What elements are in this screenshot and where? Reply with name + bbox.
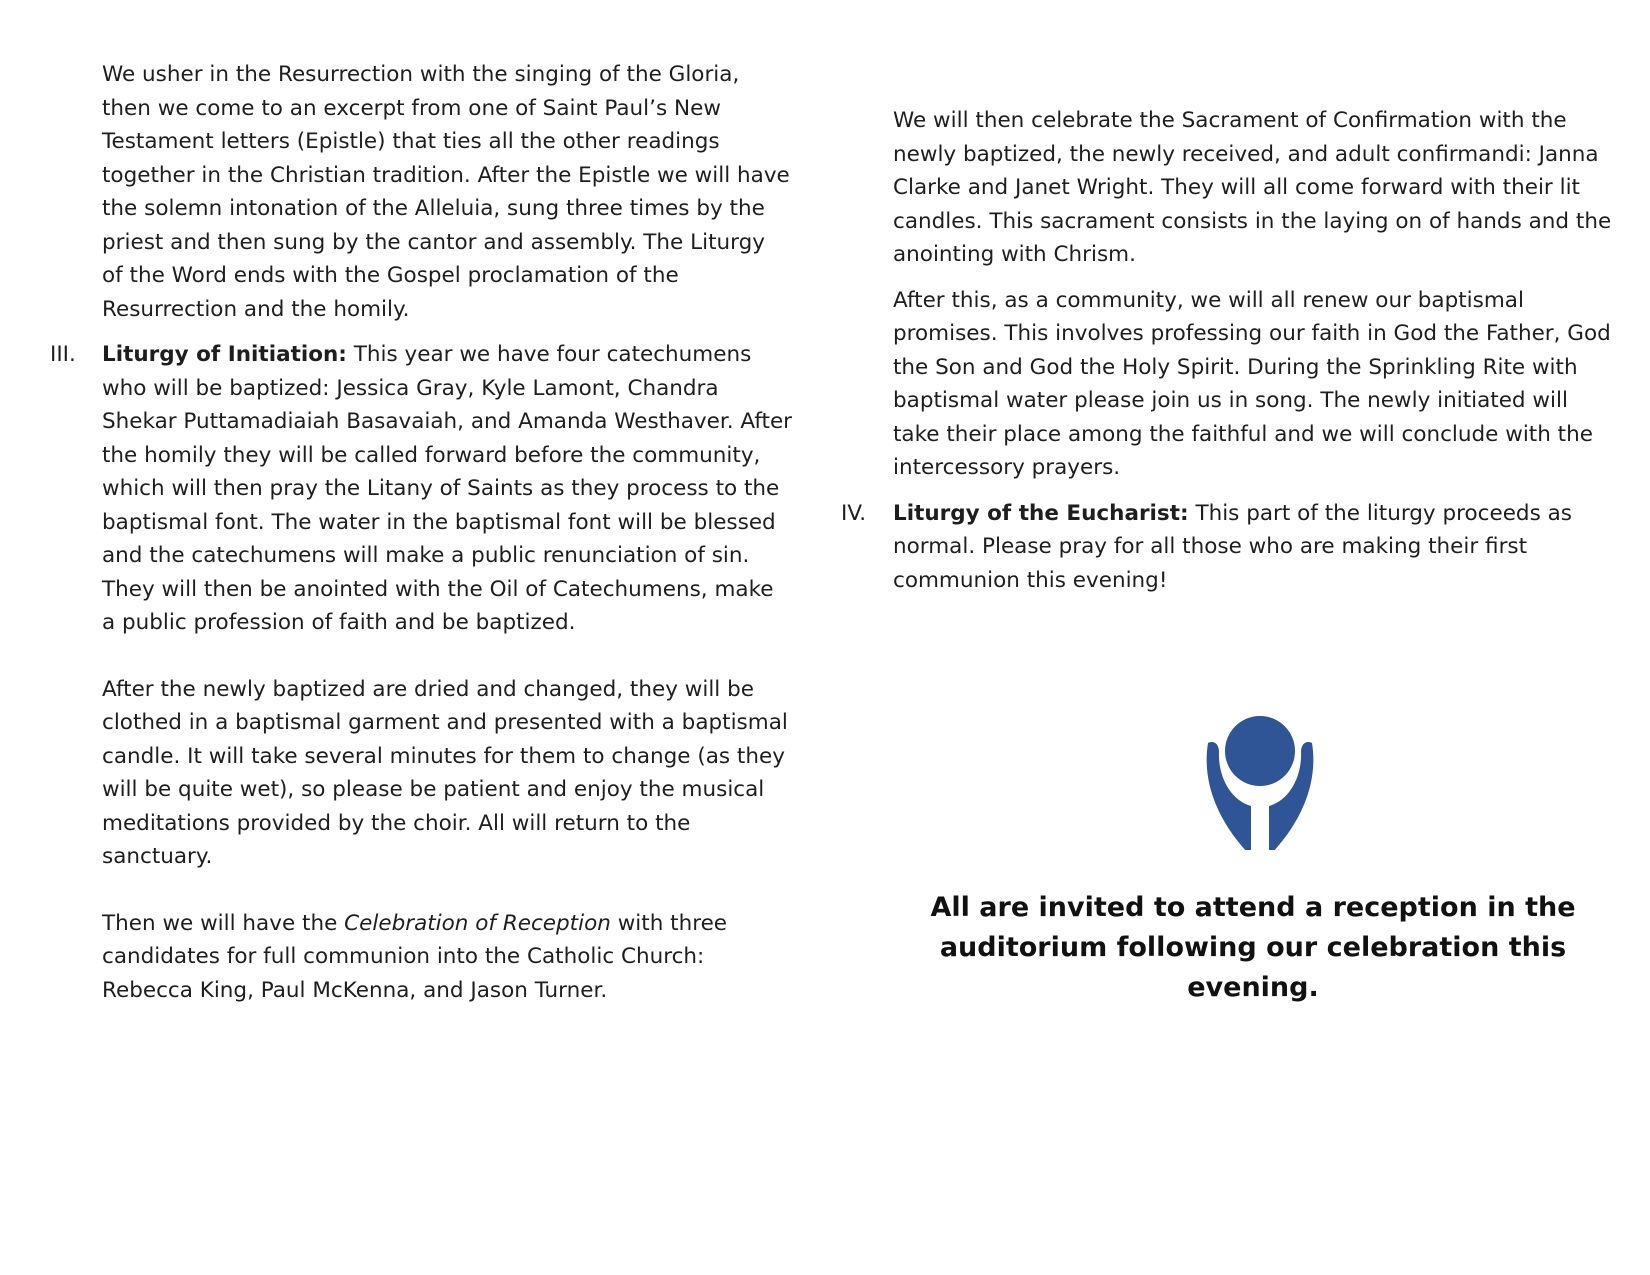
- reception-text-before: Then we will have the: [102, 910, 345, 936]
- section-iii-numeral: III.: [50, 342, 76, 367]
- garment-paragraph: After the newly baptized are dried and changed, they will be clothed in a baptismal garment and presented with a baptismal candle. It will take several minutes for them to change (as they will be quite wet), so please be patient and enjoy the musical meditations provided by the choir. All will return to the sanctuary.: [102, 676, 788, 869]
- logo-svg: [1190, 710, 1330, 850]
- reception-paragraph: [50, 907, 792, 1008]
- section-iv-body: [893, 497, 1613, 598]
- left-column: [50, 58, 792, 1007]
- section-iii: [50, 338, 792, 640]
- reception-invitation: All are invited to attend a reception in the auditorium following our celebration this evening.: [930, 892, 1576, 1003]
- reception-emphasis: Celebration of Reception: [344, 910, 611, 936]
- intro-paragraph: We usher in the Resurrection with the singing of the Gloria, then we come to an excerpt from one of Saint Paul’s New Testament letters (Epistle) that ties all the other readings together in the Christian tradition. After the Epistle we will have the solemn intonation of the Alleluia, sung three times by the priest and then sung by the cantor and assembly. The Liturgy of the Word ends with the Gospel proclamation of the Resurrection and the homily.: [102, 62, 790, 322]
- section-iii-body: [102, 338, 792, 640]
- confirmation-paragraph: We will then celebrate the Sacrament of Confirmation with the newly baptized, the newly received, and adult confirmandi: Janna Clarke and Janet Wright. They will all come forward with their lit candles. This sacrament consists in the laying on of hands and the anointing with Chrism.: [893, 108, 1612, 267]
- renewal-paragraph: After this, as a community, we will all renew our baptismal promises. This involves professing our faith in God the Father, God the Son and God the Holy Spirit. During the Sprinkling Rite with baptismal water please join us in song. The newly initiated will take their place among the faithful and we will conclude with the intercessory prayers.: [893, 287, 1611, 480]
- section-iv-heading: Liturgy of the Eucharist:: [893, 500, 1189, 526]
- right-column: [841, 104, 1613, 597]
- logo-head: [1225, 716, 1295, 786]
- reception-text-after: with three candidates for full communion into the Catholic Church: Rebecca King, Paul McKenna, and Jason Turner.: [102, 910, 728, 1003]
- section-iv-numeral: IV.: [841, 500, 867, 526]
- section-iii-text: This year we have four catechumens who will be baptized: Jessica Gray, Kyle Lamont, Chandra Shekar Puttamadiaiah Basavaiah, and Amanda Westhaver. After the homily they will be called forward before the community, which will then pray the Litany of Saints as they process to the baptismal font. The water in the baptismal font will be blessed and the catechumens will make a public renunciation of sin. They will then be anointed with the Oil of Catechumens, make a public profession of faith and be baptized.: [102, 342, 793, 635]
- raised-arms-figure-icon: [1190, 710, 1330, 850]
- section-iii-heading: Liturgy of Initiation:: [102, 342, 347, 367]
- section-iv: [841, 497, 1613, 598]
- section-iv-text: This part of the liturgy proceeds as normal. Please pray for all those who are making their first communion this evening!: [893, 500, 1572, 593]
